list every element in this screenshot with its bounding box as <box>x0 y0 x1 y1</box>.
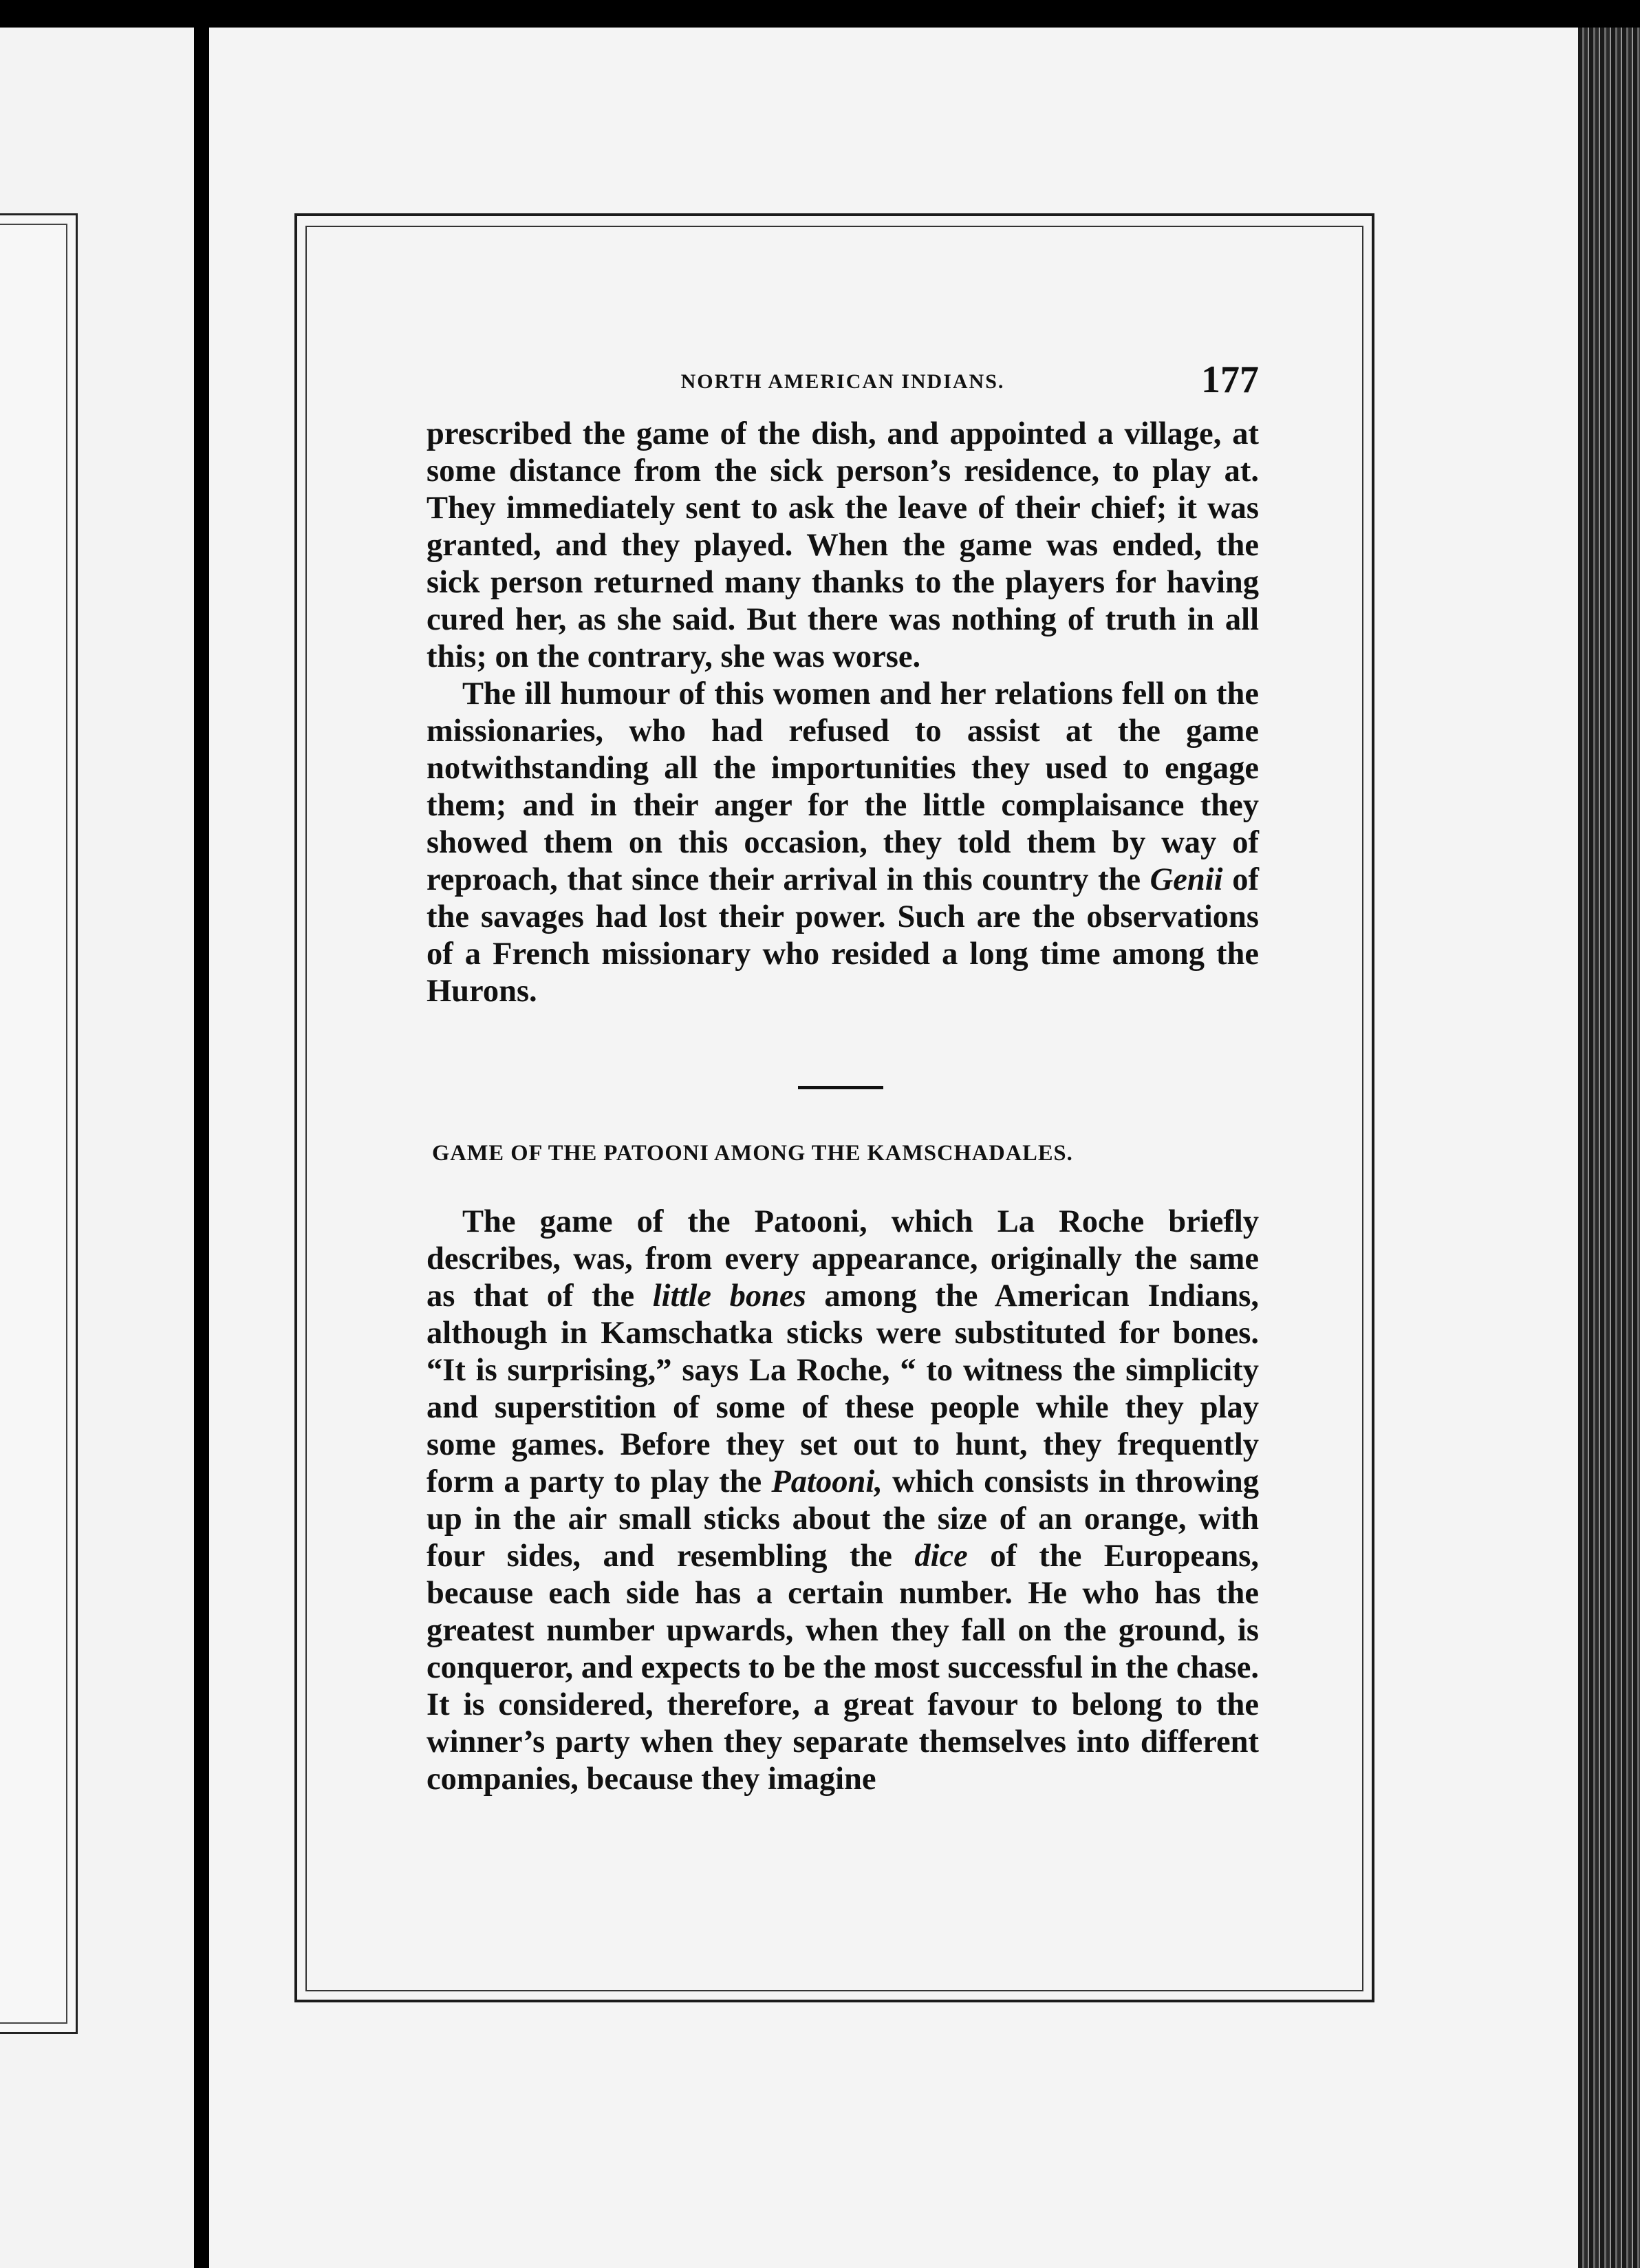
paragraph-2-italic: Genii <box>1150 862 1223 897</box>
text-block <box>427 358 1259 1798</box>
section-rule <box>798 1086 883 1089</box>
section-divider <box>427 1010 1259 1141</box>
paragraph-2-text-b: of the savages had lost their power. Such are the observations of a French missionary who resided a long time among the Hurons. <box>427 862 1259 1009</box>
page-edges <box>1578 28 1640 2268</box>
paragraph-3-text-2: among the American Indians, although in Kamschatka sticks were substituted for bones. “It is surprising,” says La Roche, “ to witness the simplicity and superstition of some of these people while they play some games. Before they set out to hunt, they frequently form a party to play the <box>427 1279 1259 1499</box>
paragraph-3-italic-1: little bones <box>652 1279 806 1314</box>
paragraph-3-text-4: of the Europeans, because each side has a certain number. He who has the greatest number upwards, when they fall on the ground, is conqueror, and expects to be the most successful in the chase. It is considered, therefore, a great favour to belong to the winner’s party when they separate themselves into different companies, because they imagine <box>427 1539 1259 1797</box>
book-gutter <box>194 0 209 2268</box>
paragraph-3-italic-3: dice <box>914 1539 968 1574</box>
running-title: NORTH AMERICAN INDIANS. <box>680 370 1005 393</box>
paragraph-3-italic-2: Patooni, <box>771 1464 883 1499</box>
left-page <box>0 28 194 2268</box>
paragraph-3 <box>427 1203 1259 1798</box>
paragraph-2-text-a: The ill humour of this women and her relations fell on the missionaries, who had refused to assist at the game notwithstanding all the importunities they used to engage them; and in their anger for the little complaisance they showed them on this occasion, they told them by way of reproach, that since their arrival in this country the <box>427 676 1259 897</box>
running-head <box>427 358 1259 413</box>
paragraph-2 <box>427 676 1259 1010</box>
section-heading: GAME OF THE PATOONI AMONG THE KAMSCHADALES. <box>432 1141 1073 1166</box>
left-page-frame <box>0 213 78 2034</box>
paragraph-3-text-1: The game of the Patooni, which La Roche briefly describes, was, from every appearance, originally the same as that of the <box>427 1204 1259 1314</box>
paragraph-1: prescribed the game of the dish, and appointed a village, at some distance from the sick person’s residence, to play at. They immediately sent to ask the leave of their chief; it was granted, and they played. When the game was ended, the sick person returned many thanks to the players for having cured her, as she said. But there was nothing of truth in all this; on the contrary, she was worse. <box>427 416 1259 674</box>
page-number: 177 <box>1201 359 1259 401</box>
paragraph-3-text-3: which consists in throwing up in the air small sticks about the size of an orange, with four sides, and resembling the <box>427 1464 1259 1574</box>
